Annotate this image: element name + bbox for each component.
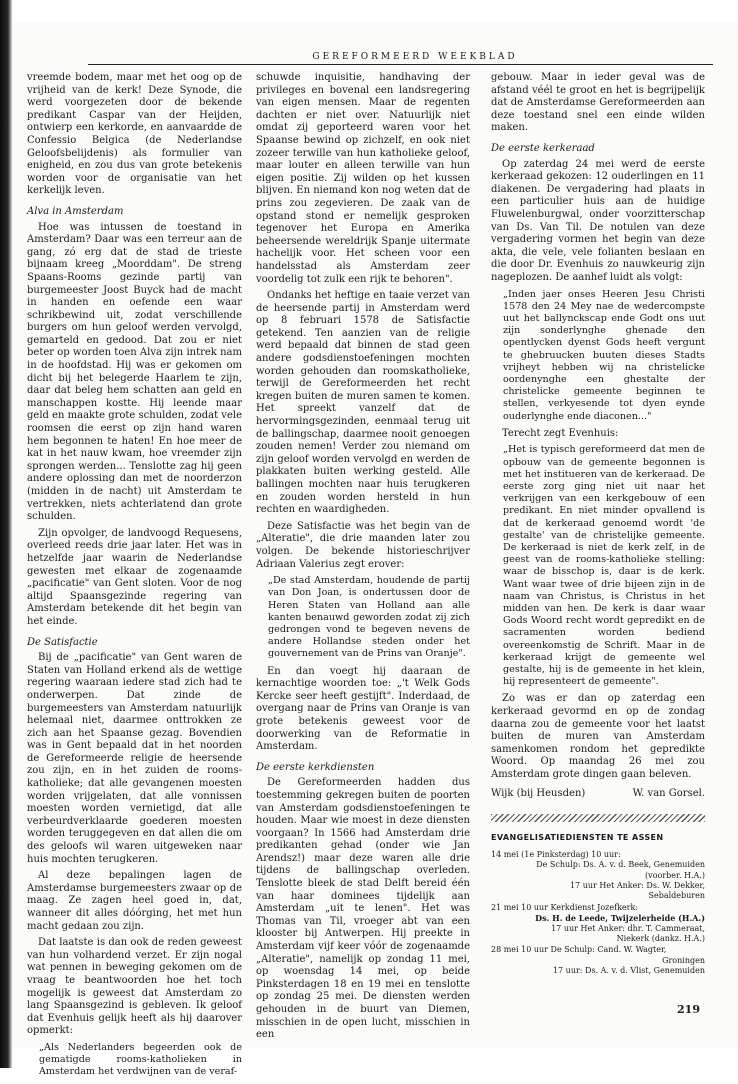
paragraph: Hoe was intussen de toestand in Amsterdam? Daar was een terreur aan de gang, zó erg dat de stad de trieste bijnaam kreeg „Moorddam". De streng Spaans-Rooms gezinde partij van burgemeester Joost Buyck had de macht in handen en oefende een waar schrikbewind uit, zodat verschillende burgers om hun geloof werden vervolgd, gemarteld en gedood. Dat zou er niet beter op worden toen Alva zijn intrek nam in de hoofdstad. Hij was er gekomen om dicht bij het belegerde Haarlem te zijn, daar dat beleg hem schatten aan geld en manschappen kostte. Hij leende maar geld en maakte grote schulden, zodat vele roomsen die eerst op zijn hand waren hem begonnen te haten! En hoe meer de kat in het nauw kwam, hoe vreemder zijn sprongen werden... Tenslotte zag hij geen andere oplossing dan met de noorderzon (midden in de nacht) uit Amsterdam te vertrekken, niets achterlatend dan grote schulden. [27,221,242,523]
column-2 [256,72,470,1046]
services-heading: EVANGELISATIEDIENSTEN TE ASSEN [491,833,664,843]
paragraph: Ondanks het heftige en taaie verzet van de heersende partij in Amsterdam werd op 8 februari 1578 de Satisfactie getekend. Ten aanzien van de religie werd bepaald dat binnen de stad geen andere godsdienstoefeningen mochten worden gehouden dan roomskatholieke, terwijl de Gereformeerden het recht kregen buiten de muren samen te komen. Het spreekt vanzelf dat de hervormingsgezinden, eenmaal terug uit de ballingschap, daarmee nooit genoegen zouden nemen! Verder zou niemand om zijn geloof worden vervolgd en werden de plakkaten buiten werking gesteld. Alle ballingen mochten naar huis terugkeren en zouden worden hersteld in hun rechten en waardigheden. [256,290,470,516]
paragraph: vreemde bodem, maar met het oog op de vrijheid van de kerk! Deze Synode, die werd voorgezeten door de bekende predikant Caspar van der Heijden, ontwierp een kerkorde, en aanvaardde de Confessio Belgica (de Nederlandse Geloofsbelijdenis) als formulier van enigheid, en zou dus van grote betekenis worden voor de organisatie van het kerkelijk leven. [27,72,242,197]
decorative-divider [491,814,705,822]
paragraph: Bij de „pacificatie" van Gent waren de Staten van Holland erkend als de wettige regering waaraan iedere stad zich had te onderwerpen. Dat zinde de burgemeesters van Amsterdam natuurlijk helemaal niet, daarmee onttrokken ze zich aan het Spaanse gezag. Bovendien was in Gent bepaald dat in het noorden de Gereformeerde religie de heersende zou zijn, en in het zuiden de rooms-katholieke; dat alle gevangenen moesten worden vrijgelaten, dat alle vonnissen moesten worden vernietigd, dat alle verbeurdverklaarde goederen moesten worden teruggegeven en dat allen die om des geloofs wil waren uitgeweken naar huis mochten terugkeren. [27,652,242,865]
services-list [491,850,705,977]
paragraph: Al deze bepalingen lagen de Amsterdamse burgemeesters zwaar op de maag. Ze zagen heel goed in, dat, wanneer dit alles dóórging, het met hun macht gedaan zou zijn. [27,870,242,932]
service-preacher: 17 uur: Ds. A. v. d. Vlist, Genemuiden [552,966,705,976]
section-heading-satisfactie: De Satisfactie [27,636,98,648]
service-preacher: Ds. H. de Leede, Twijzelerheide (H.A.) [535,913,705,924]
paragraph: gebouw. Maar in ieder geval was de afstand véél te groot en het is begrijpelijk dat de Amsterdamse Gereformeerden aan deze toestand snel een einde wilden maken. [491,72,705,134]
service-date: 28 mei 10 uur De Schulp: Cand. W. Wagter, [491,945,667,955]
service-preacher: De Schulp: Ds. A. v. d. Beek, Genemuiden [536,860,705,870]
block-quote: „Het is typisch gereformeerd dat men de opbouw van de gemeente begonnen is met het institueren van de kerkeraad. De eerste zorg ging niet uit naar het verkrijgen van een kerkgebouw of een predikant. En niet minder opvallend is dat de kerkeraad genoemd wordt 'de gestalte' van de christelijke gemeente. De kerkeraad is niet de kerk zelf, in de geest van de rooms-katholieke stelling: waar de bisschop is, daar is de kerk. Want waar twee of drie bijeen zijn in de naam van Christus, is Christus in het midden van hen. De kerk is daar waar Gods Woord recht wordt gepredikt en de sacramenten worden bediend overeenkomstig de Schrift. Maar in de kerkeraad krijgt de gemeente wel gestalte, hij is de gemeente in het klein, hij representeert de gemeente". [503,444,705,688]
section-heading-kerkdiensten: De eerste kerkdiensten [256,761,375,773]
paragraph: De Gereformeerden hadden dus toestemming gekregen buiten de poorten van Amsterdam godsdienstoefeningen te houden. Maar wie moest in deze diensten voorgaan? In 1566 had Amsterdam drie predikanten gehad (onder wie Jan Arendsz!) maar deze waren alle drie tijdens de ballingschap overleden. Tenslotte bleek de stad Delft bereid één van haar dominees tijdelijk aan Amsterdam „uit te lenen". Het was Thomas van Til, vroeger abt van een klooster bij Antwerpen. Hij preekte in Amsterdam vijf keer vóór de zogenaamde „Alteratie", namelijk op zondag 11 mei, op woensdag 14 mei, op beide Pinksterdagen 18 en 19 mei en tenslotte op zondag 25 mei. De diensten werden gehouden in de buurt van Diemen, misschien in de open lucht, misschien in een [256,777,470,1041]
paragraph: En dan voegt hij daaraan de kernachtige woorden toe: „'t Welk Gods Kercke seer heeft gestijft". Inderdaad, de overgang naar de Prins van Oranje is van grote betekenis geweest voor de doorwerking van de Reformatie in Amsterdam. [256,665,470,753]
service-date: 14 mei (1e Pinksterdag) 10 uur: [491,849,621,859]
header-rule [88,64,713,65]
section-heading-kerkeraad: De eerste kerkeraad [491,142,595,154]
service-note: Niekerk (dankz. H.A.) [616,933,705,943]
column-3 [491,72,705,977]
signature-place: Wijk (bij Heusden) [491,787,586,799]
paragraph: schuwde inquisitie, handhaving der privileges en bovenal een landsregering van eigen mensen. Maar de regenten dachten er niet over. Natuurlijk niet omdat zij geporteerd waren voor het Spaanse bewind op zichzelf, en ook niet zozeer terwille van hun katholieke geloof, maar louter en alleen terwille van hun eigen positie. Zij wilden op het kussen blijven. En niemand kon nog weten dat de prins zou zegevieren. De zaak van de opstand stond er nemelijk gesproken tegenover het Europa en Amerika beheersende wereldrijk Spanje uitermate hachelijk voor. Het scheen voor een handelsstad als Amsterdam zeer voordelig tot zulk een rijk te behoren". [256,72,470,285]
block-quote: „De stad Amsterdam, houdende de partij van Don Joan, is ondertussen door de Heren Staten van Holland aan alle kanten benauwd geworden zodat zij zich gedrongen vond te begeven nevens de andere Hollandse steden onder het gouvernement van de Prins van Oranje". [268,575,470,660]
page-edge [0,0,12,1068]
paragraph: Terecht zegt Evenhuis: [502,427,619,439]
service-note: (voorber. H.A.) [645,870,705,880]
paragraph: Zijn opvolger, de landvoogd Requesens, overleed reeds drie jaar later. Het was in hetzelfde jaar waarin de Nederlandse gewesten met elkaar de zogenaamde „pacificatie" van Gent sloten. Voor de nog altijd Spaansgezinde regering van Amsterdam betekende dit het begin van het einde. [27,527,242,627]
paragraph: Zo was er dan op zaterdag een kerkeraad gevormd en op de zondag daarna zou de gemeente voor het laatst buiten de muren van Amsterdam samenkomen rondom het gepredikte Woord. Op maandag 26 mei zou Amsterdam grote dingen gaan beleven. [491,693,705,780]
column-1 [27,72,242,1084]
signature-author: W. van Gorsel. [632,787,705,799]
service-preacher: 17 uur Het Anker: Ds. W. Dekker, [569,880,705,890]
paragraph: Deze Satisfactie was het begin van de „Alteratie", die drie maanden later zou volgen. De bekende historieschrijver Adriaan Valerius zegt erover: [256,520,470,570]
paragraph: Op zaterdag 24 mei werd de eerste kerkeraad gekozen: 12 ouderlingen en 11 diakenen. De vergadering had plaats in een particulier huis aan de huidige Fluwelenburgwal, onder voorzitterschap van Ds. Van Til. De notulen van deze vergadering vormen het begin van deze akta, die vele, vele folianten beslaan en die door Dr. Evenhuis zo nauwkeurig zijn nageplozen. De aanhef luidt als volgt: [491,158,705,283]
section-heading-alva: Alva in Amsterdam [27,205,124,217]
signature-line [491,788,705,801]
block-quote: „Inden jaer onses Heeren Jesu Christi 1578 den 24 Mey nae de wedercompste uut het ballynckscap ende Godt ons uut zijn sonderlynghe ghenade den opentlycken dyenst Gods heeft vergunt te ghebruucken buuten dieses Stadts vrijheyt hebben wij na christelicke oordenynghe een ghestalte der christelicke gemeente beginnen te stellen, verkyesende tot dyen eynde ouderlynghe ende diaconen..." [503,288,705,422]
service-preacher: Groningen [662,955,705,965]
paragraph: Dat laatste is dan ook de reden geweest van hun volhardend verzet. Er zijn nogal wat pennen in beweging gekomen om de vraag te beantwoorden hoe het toch mogelijk is geweest dat Amsterdam zo lang Spaansgezind is gebleven. Ik geloof dat Evenhuis gelijk heeft als hij daarover opmerkt: [27,937,242,1037]
service-preacher: 17 uur Het Anker: dhr. T. Cammeraat, [551,923,705,933]
block-quote: „Als Nederlanders begeerden ook de gematigde rooms-katholieken in Amsterdam het verdwijnen van de veraf- [39,1041,242,1078]
service-date: 21 mei 10 uur Kerkdienst Jozefkerk: [491,902,639,912]
running-title: GEREFORMEERD WEEKBLAD [312,52,518,62]
page-number: 219 [677,1003,700,1016]
service-note: Sebaldeburen [648,891,705,901]
